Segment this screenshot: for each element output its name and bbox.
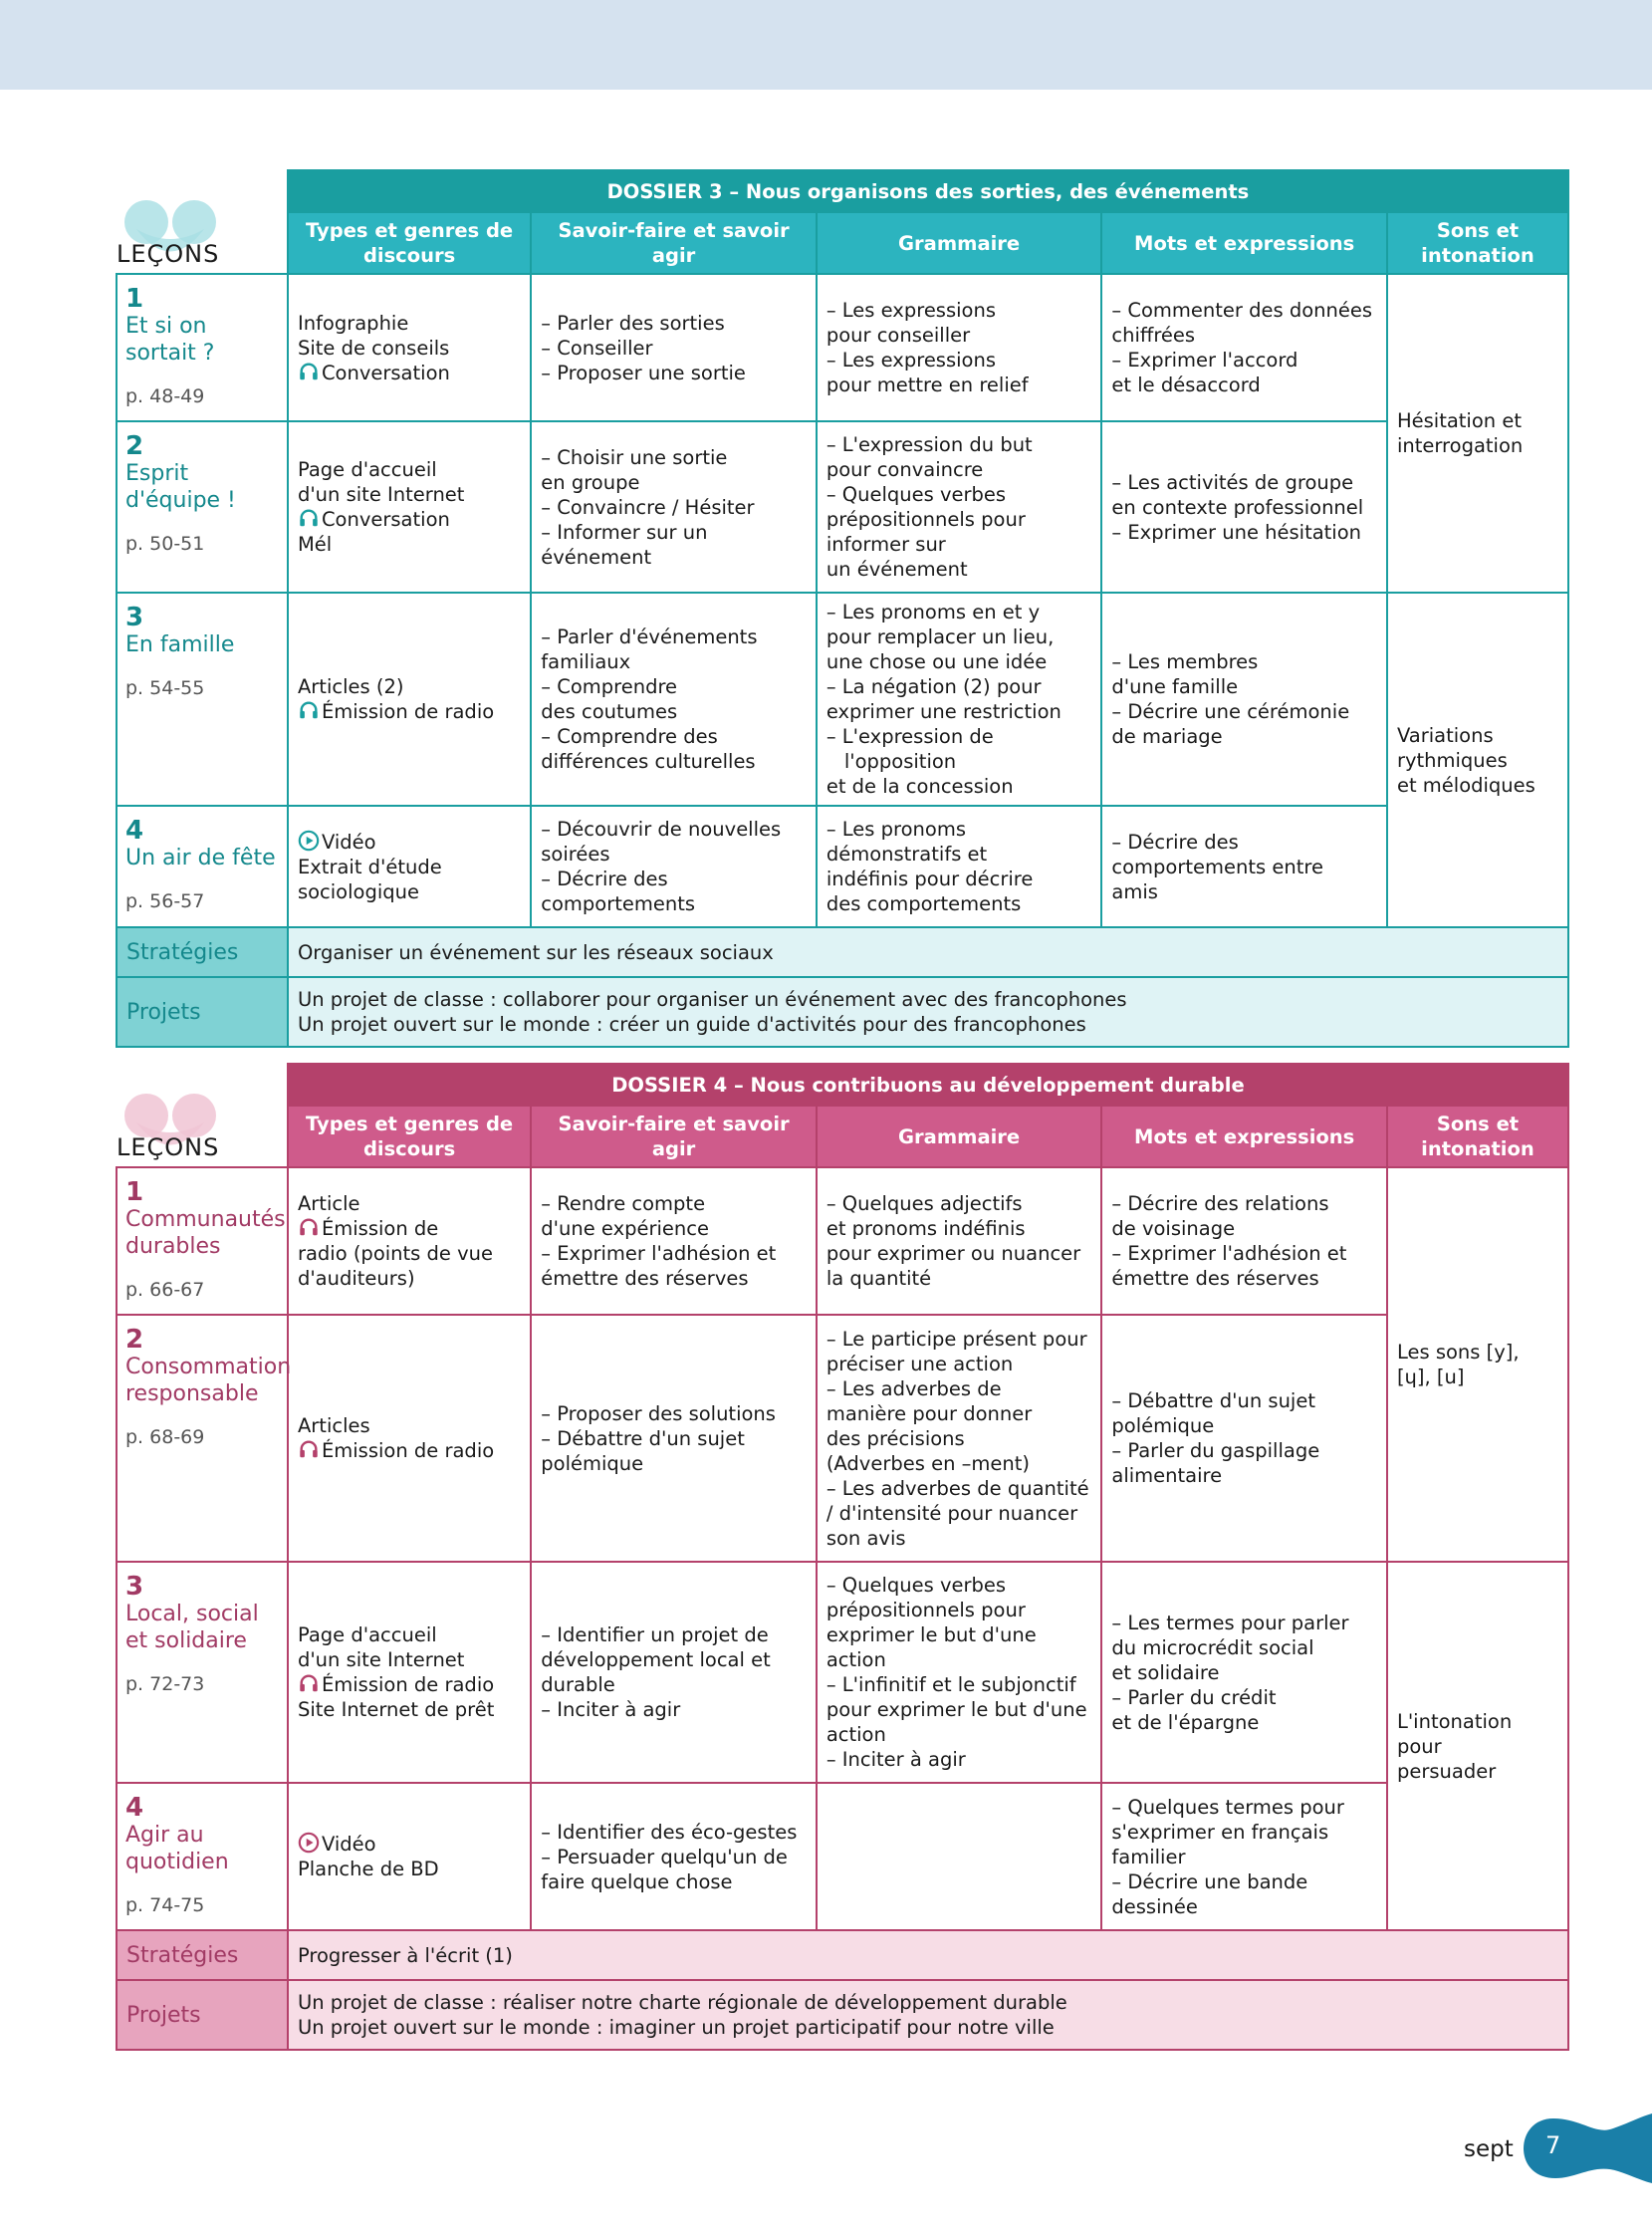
savoir-cell-line: – Proposer une sortie: [541, 361, 746, 384]
mots-cell: [1101, 274, 1387, 421]
projets-text: [288, 977, 1568, 1047]
grammaire-cell-line: informer sur: [826, 533, 946, 556]
grammaire-cell-line: indéfinis pour décrire: [826, 868, 1034, 890]
mots-cell-line: – Décrire une bande: [1111, 1869, 1308, 1893]
type-line: [298, 1857, 521, 1881]
lesson-title: Un air de fête: [125, 846, 276, 870]
sons-line: Hésitation et: [1396, 409, 1522, 432]
grammaire-cell-line: – Les adverbes de: [826, 1376, 1002, 1400]
type-text: sociologique: [297, 879, 419, 903]
lesson-title: Et si on: [125, 314, 207, 339]
lesson-row: [117, 1315, 1568, 1562]
grammaire-cell-line: – Les pronoms en et y: [826, 601, 1041, 623]
mots-cell-line: – Exprimer l'adhésion et: [1111, 1242, 1347, 1265]
lesson-title: sortait ?: [125, 341, 215, 366]
header-mots: Mots et expressions: [1101, 212, 1387, 274]
mots-cell-line: – Exprimer une hésitation: [1111, 520, 1362, 544]
lesson-cell: [117, 1167, 288, 1315]
savoir-cell-line: – Conseiller: [541, 336, 653, 360]
lesson-number: 3: [125, 1572, 144, 1602]
mots-cell-line: – Décrire des relations: [1111, 1192, 1329, 1215]
grammaire-cell-line: – Quelques verbes: [826, 483, 1007, 506]
mots-cell-line: et le désaccord: [1111, 373, 1261, 396]
grammaire-cell: [817, 1315, 1102, 1562]
lesson-pages: p. 50-51: [125, 533, 205, 555]
dossier-4-section: [116, 1063, 1569, 2051]
headphones-icon: [298, 361, 320, 382]
mots-cell-line: du microcrédit social: [1111, 1635, 1314, 1659]
lesson-pages: p. 54-55: [125, 677, 205, 699]
projet-classe-label: Un projet de classe :: [297, 988, 497, 1011]
mots-cell-line: – Débattre d'un sujet: [1111, 1389, 1315, 1412]
projets-label: Projets: [117, 977, 288, 1047]
type-line: [298, 361, 521, 385]
projets-text: [288, 1980, 1568, 2050]
type-text: Page d'accueil: [297, 458, 437, 481]
mots-cell-line: – Décrire des: [1111, 830, 1239, 854]
grammaire-cell-line: (Adverbes en –ment): [826, 1451, 1031, 1475]
lesson-number: 2: [125, 431, 144, 461]
mots-cell-line: comportements entre: [1111, 855, 1323, 878]
type-text: Conversation: [321, 508, 450, 531]
savoir-cell-line: soirées: [541, 843, 610, 866]
lecons-label: LEÇONS: [117, 1132, 220, 1161]
header-savoir: Savoir-faire et savoir agir: [531, 1106, 817, 1167]
savoir-cell: [531, 1783, 817, 1930]
mots-cell-line: émettre des réserves: [1111, 1267, 1319, 1290]
type-line: [298, 507, 521, 532]
mots-cell-line: d'une famille: [1111, 675, 1239, 698]
header-sons: Sons et intonation: [1387, 212, 1568, 274]
headphones-icon: [298, 1672, 320, 1694]
grammaire-cell-line: démonstratifs et: [826, 843, 988, 866]
mots-cell: [1101, 1562, 1387, 1783]
savoir-cell-line: durable: [541, 1673, 615, 1696]
headphones-icon: [298, 507, 320, 529]
projets-label: Projets: [117, 1980, 288, 2050]
header-grammaire: Grammaire: [817, 1106, 1102, 1167]
lesson-pages: p. 66-67: [125, 1279, 205, 1301]
type-line: [298, 482, 521, 507]
savoir-cell-line: développement local et: [541, 1648, 771, 1671]
grammaire-cell-line: préciser une action: [826, 1352, 1014, 1375]
type-line: [298, 1241, 521, 1266]
dossier-4-title: DOSSIER 4 – Nous contribuons au développement durable: [288, 1064, 1568, 1106]
savoir-cell-line: – Informer sur un: [541, 520, 708, 544]
type-line: [298, 1216, 521, 1241]
lesson-title: En famille: [125, 632, 235, 657]
type-text: Vidéo: [321, 830, 376, 854]
type-text: Site de conseils: [297, 336, 450, 360]
type-line: [298, 830, 521, 855]
header-types: Types et genres de discours: [288, 1106, 531, 1167]
page-number-word: sept: [1464, 2136, 1514, 2162]
grammaire-cell-line: – La négation (2) pour: [826, 675, 1042, 698]
sons-cell: [1387, 1562, 1568, 1930]
header-mots: Mots et expressions: [1101, 1106, 1387, 1167]
savoir-cell-line: – Comprendre des: [541, 725, 718, 748]
grammaire-cell-line: une chose ou une idée: [826, 650, 1048, 673]
dossier-3-table: [116, 169, 1569, 1048]
mots-cell-line: – Exprimer l'accord: [1111, 349, 1298, 372]
lesson-row: [117, 1783, 1568, 1930]
savoir-cell-line: comportements: [541, 892, 696, 915]
lesson-row: [117, 593, 1568, 806]
sons-line: persuader: [1396, 1759, 1497, 1783]
mots-cell-line: de mariage: [1111, 725, 1223, 748]
type-text: Mél: [297, 533, 333, 556]
mots-cell-line: – Décrire une cérémonie: [1111, 700, 1350, 723]
grammaire-cell-line: pour mettre en relief: [826, 373, 1029, 396]
grammaire-cell: [817, 421, 1102, 593]
savoir-cell-line: d'une expérience: [541, 1217, 709, 1240]
grammaire-cell-line: prépositionnels pour: [826, 1599, 1026, 1621]
grammaire-cell: [817, 593, 1102, 806]
savoir-cell-line: – Débattre d'un sujet: [541, 1426, 745, 1450]
header-sons: Sons et intonation: [1387, 1106, 1568, 1167]
types-cell: [288, 1562, 531, 1783]
type-line: [298, 1438, 521, 1463]
mots-cell-line: polémique: [1111, 1414, 1215, 1437]
dossier-4-table: [116, 1063, 1569, 2051]
lesson-cell: [117, 806, 288, 927]
savoir-cell-line: – Rendre compte: [541, 1192, 706, 1215]
mots-cell-line: familier: [1111, 1845, 1186, 1868]
grammaire-cell: [817, 1167, 1102, 1315]
grammaire-cell-line: – Les expressions: [826, 349, 996, 372]
grammaire-cell-line: prépositionnels pour: [826, 508, 1026, 531]
type-text: Articles (2): [297, 675, 404, 698]
mots-cell: [1101, 1783, 1387, 1930]
type-text: d'un site Internet: [297, 1648, 465, 1671]
type-text: radio (points de vue: [297, 1242, 493, 1265]
savoir-cell-line: – Convaincre / Hésiter: [541, 495, 755, 519]
mots-cell-line: – Les activités de groupe: [1111, 470, 1354, 494]
types-cell: [288, 593, 531, 806]
type-line: [298, 1266, 521, 1291]
projet-monde-text: créer un guide d'activités pour des francophones: [602, 1013, 1086, 1036]
sons-cell: [1387, 1167, 1568, 1562]
lesson-pages: p. 74-75: [125, 1894, 205, 1916]
savoir-cell-line: des coutumes: [541, 700, 678, 723]
sons-line: rythmiques: [1396, 748, 1508, 772]
savoir-cell-line: – Parler d'événements: [541, 625, 758, 648]
header-grammaire: Grammaire: [817, 212, 1102, 274]
type-text: Émission de radio: [321, 1439, 495, 1462]
savoir-cell-line: – Comprendre: [541, 675, 678, 698]
type-line: [298, 699, 521, 724]
mots-cell-line: – Commenter des données: [1111, 299, 1373, 322]
lesson-number: 1: [125, 284, 144, 314]
headphones-icon: [298, 1438, 320, 1460]
lesson-row: [117, 1167, 1568, 1315]
savoir-cell-line: émettre des réserves: [541, 1267, 749, 1290]
lesson-title: d'équipe !: [125, 488, 236, 513]
type-line: [298, 532, 521, 557]
type-line: [298, 1191, 521, 1216]
grammaire-cell-line: un événement: [826, 558, 968, 581]
projet-classe-text: réaliser notre charte régionale de développement durable: [496, 1991, 1067, 2014]
headphones-icon: [298, 699, 320, 721]
lesson-number: 4: [125, 1793, 144, 1823]
grammaire-cell-line: et de la concession: [826, 775, 1014, 798]
type-line: [298, 1672, 521, 1697]
lesson-cell: [117, 1562, 288, 1783]
mots-cell: [1101, 1167, 1387, 1315]
lesson-row: [117, 806, 1568, 927]
headphones-icon: [298, 1216, 320, 1238]
lesson-title: quotidien: [125, 1850, 229, 1874]
type-line: [298, 1647, 521, 1672]
play-icon: [298, 830, 320, 852]
lesson-title: Agir au: [125, 1823, 204, 1848]
sons-line: L'intonation pour: [1396, 1709, 1513, 1758]
grammaire-cell-line: pour remplacer un lieu,: [826, 625, 1055, 648]
grammaire-cell-line: – Le participe présent pour: [826, 1327, 1087, 1351]
grammaire-cell-line: action: [826, 1648, 886, 1671]
type-text: d'un site Internet: [297, 483, 465, 506]
savoir-cell-line: – Parler des sorties: [541, 311, 725, 335]
projet-monde-label: Un projet ouvert sur le monde :: [297, 1013, 603, 1036]
types-cell: [288, 421, 531, 593]
savoir-cell-line: en groupe: [541, 470, 640, 494]
lesson-title: Local, social: [125, 1602, 259, 1626]
strategies-label: Stratégies: [117, 1930, 288, 1980]
types-cell: [288, 1315, 531, 1562]
lesson-title: durables: [125, 1234, 221, 1259]
projet-monde-text: imaginer un projet participatif pour notre ville: [602, 2016, 1055, 2039]
lesson-number: 2: [125, 1325, 144, 1355]
savoir-cell: [531, 1167, 817, 1315]
lesson-pages: p. 68-69: [125, 1426, 205, 1448]
grammaire-cell: [817, 806, 1102, 927]
types-cell: [288, 274, 531, 421]
grammaire-cell-line: – Les pronoms: [826, 818, 966, 841]
lesson-title: Esprit: [125, 461, 189, 486]
grammaire-cell-line: des comportements: [826, 892, 1022, 915]
type-text: Article: [297, 1192, 360, 1215]
types-cell: [288, 1167, 531, 1315]
savoir-cell-line: – Inciter à agir: [541, 1698, 681, 1721]
mots-cell-line: amis: [1111, 879, 1158, 903]
grammaire-cell-line: – Les expressions: [826, 299, 996, 322]
grammaire-cell-line: / d'intensité pour nuancer: [826, 1501, 1078, 1525]
types-cell: [288, 806, 531, 927]
grammaire-cell-line: pour exprimer ou nuancer: [826, 1242, 1081, 1265]
savoir-cell: [531, 1562, 817, 1783]
type-text: Infographie: [297, 311, 409, 335]
type-text: Articles: [297, 1414, 370, 1437]
play-icon: [298, 1832, 320, 1854]
grammaire-cell-line: pour exprimer le but d'une: [826, 1698, 1087, 1721]
savoir-cell-line: – Exprimer l'adhésion et: [541, 1242, 777, 1265]
type-text: Conversation: [321, 361, 450, 384]
savoir-cell: [531, 274, 817, 421]
mots-cell-line: – Les membres: [1111, 650, 1259, 673]
lecons-header: [117, 1064, 288, 1167]
type-text: d'auditeurs): [297, 1267, 415, 1290]
type-line: [298, 336, 521, 361]
type-line: [298, 1832, 521, 1857]
lesson-pages: p. 72-73: [125, 1673, 205, 1695]
grammaire-cell: [817, 274, 1102, 421]
grammaire-cell-line: manière pour donner: [826, 1401, 1033, 1425]
grammaire-cell-line: son avis: [826, 1526, 906, 1550]
grammaire-cell-line: – Inciter à agir: [826, 1748, 966, 1771]
savoir-cell: [531, 806, 817, 927]
lesson-pages: p. 48-49: [125, 385, 205, 407]
savoir-cell-line: – Persuader quelqu'un de: [541, 1845, 788, 1868]
type-text: Page d'accueil: [297, 1623, 437, 1646]
types-cell: [288, 1783, 531, 1930]
strategies-text: Organiser un événement sur les réseaux sociaux: [288, 927, 1568, 977]
grammaire-cell-line: des précisions: [826, 1426, 965, 1450]
grammaire-cell-line: exprimer le but d'une: [826, 1623, 1037, 1646]
type-line: [298, 855, 521, 879]
type-text: Extrait d'étude: [297, 855, 442, 878]
savoir-cell-line: – Identifier des éco-gestes: [541, 1820, 798, 1844]
lesson-title: Consommation: [125, 1355, 292, 1379]
grammaire-cell-line: pour conseiller: [826, 324, 971, 347]
savoir-cell-line: événement: [541, 545, 652, 569]
top-band: [0, 0, 1652, 90]
mots-cell-line: et solidaire: [1111, 1660, 1220, 1684]
lesson-row: [117, 274, 1568, 421]
type-line: [298, 674, 521, 699]
savoir-cell-line: familiaux: [541, 650, 631, 673]
strategies-text: Progresser à l'écrit (1): [288, 1930, 1568, 1980]
grammaire-cell-line: – L'expression du but: [826, 433, 1033, 456]
grammaire-cell: [817, 1783, 1102, 1930]
savoir-cell-line: polémique: [541, 1451, 644, 1475]
lesson-title: et solidaire: [125, 1628, 247, 1653]
sons-line: Les sons [y],: [1396, 1341, 1520, 1364]
mots-cell-line: alimentaire: [1111, 1464, 1223, 1487]
type-line: [298, 311, 521, 336]
mots-cell-line: – Parler du gaspillage: [1111, 1439, 1320, 1462]
projet-classe-label: Un projet de classe :: [297, 1991, 497, 2014]
header-types: Types et genres de discours: [288, 212, 531, 274]
savoir-cell-line: – Identifier un projet de: [541, 1623, 769, 1646]
type-text: Vidéo: [321, 1833, 376, 1856]
projet-monde-label: Un projet ouvert sur le monde :: [297, 2016, 603, 2039]
sons-line: Variations: [1396, 723, 1494, 747]
mots-cell-line: de voisinage: [1111, 1217, 1236, 1240]
type-line: [298, 457, 521, 482]
savoir-cell: [531, 1315, 817, 1562]
page-number-badge: [1524, 2113, 1652, 2183]
grammaire-cell-line: exprimer une restriction: [826, 700, 1062, 723]
dossier-3-section: [116, 169, 1569, 1048]
type-line: [298, 1413, 521, 1438]
grammaire-cell: [817, 1562, 1102, 1783]
sons-line: [ɥ], [u]: [1396, 1366, 1465, 1388]
sons-cell: [1387, 274, 1568, 593]
lesson-cell: [117, 421, 288, 593]
lesson-pages: p. 56-57: [125, 890, 205, 912]
mots-cell: [1101, 421, 1387, 593]
savoir-cell-line: différences culturelles: [541, 750, 756, 773]
lesson-cell: [117, 593, 288, 806]
mots-cell-line: en contexte professionnel: [1111, 495, 1364, 519]
mots-cell: [1101, 1315, 1387, 1562]
grammaire-cell-line: et pronoms indéfinis: [826, 1217, 1026, 1240]
mots-cell-line: chiffrées: [1111, 324, 1196, 347]
type-text: Émission de: [321, 1217, 439, 1240]
grammaire-cell-line: – Les adverbes de quantité: [826, 1476, 1089, 1500]
lecons-header: [117, 170, 288, 274]
mots-cell-line: – Quelques termes pour: [1111, 1795, 1344, 1819]
lesson-cell: [117, 274, 288, 421]
sons-line: et mélodiques: [1396, 773, 1535, 797]
type-line: [298, 879, 521, 904]
savoir-cell-line: – Choisir une sortie: [541, 445, 728, 469]
lesson-title: Communautés: [125, 1207, 286, 1232]
lecons-label: LEÇONS: [117, 239, 220, 268]
mots-cell-line: et de l'épargne: [1111, 1710, 1260, 1734]
grammaire-cell-line: – Quelques verbes: [826, 1574, 1007, 1597]
strategies-label: Stratégies: [117, 927, 288, 977]
mots-cell: [1101, 806, 1387, 927]
savoir-cell: [531, 593, 817, 806]
dossier-3-title: DOSSIER 3 – Nous organisons des sorties, des événements: [288, 170, 1568, 212]
grammaire-cell-line: – Quelques adjectifs: [826, 1192, 1023, 1215]
page-number: 7: [1545, 2131, 1561, 2159]
header-savoir: Savoir-faire et savoir agir: [531, 212, 817, 274]
mots-cell-line: dessinée: [1111, 1894, 1198, 1918]
type-line: [298, 1622, 521, 1647]
lesson-cell: [117, 1783, 288, 1930]
grammaire-cell-line: pour convaincre: [826, 458, 984, 481]
type-text: Émission de radio: [321, 1673, 495, 1696]
savoir-cell-line: faire quelque chose: [541, 1869, 733, 1893]
type-line: [298, 1697, 521, 1722]
mots-cell-line: – Les termes pour parler: [1111, 1611, 1349, 1634]
type-text: Planche de BD: [297, 1858, 439, 1880]
grammaire-cell-line: – L'infinitif et le subjonctif: [826, 1673, 1076, 1696]
grammaire-cell-line: – L'expression de l'opposition: [826, 725, 994, 773]
savoir-cell-line: – Proposer des solutions: [541, 1401, 776, 1425]
mots-cell-line: s'exprimer en français: [1111, 1820, 1329, 1844]
savoir-cell-line: – Découvrir de nouvelles: [541, 818, 782, 841]
projet-classe-text: collaborer pour organiser un événement avec des francophones: [496, 988, 1127, 1011]
type-text: Émission de radio: [321, 700, 495, 723]
grammaire-cell-line: action: [826, 1723, 886, 1746]
savoir-cell-line: – Décrire des: [541, 868, 668, 890]
savoir-cell: [531, 421, 817, 593]
sons-cell: [1387, 593, 1568, 927]
mots-cell: [1101, 593, 1387, 806]
lesson-cell: [117, 1315, 292, 1562]
lesson-row: [117, 1562, 1568, 1783]
lesson-number: 1: [125, 1177, 144, 1207]
type-text: Site Internet de prêt: [297, 1698, 495, 1721]
sons-line: interrogation: [1396, 434, 1524, 457]
grammaire-cell-line: la quantité: [826, 1267, 932, 1290]
lesson-title: responsable: [125, 1381, 259, 1406]
lesson-number: 3: [125, 603, 144, 632]
lesson-number: 4: [125, 816, 144, 846]
lesson-row: [117, 421, 1568, 593]
mots-cell-line: – Parler du crédit: [1111, 1685, 1277, 1709]
